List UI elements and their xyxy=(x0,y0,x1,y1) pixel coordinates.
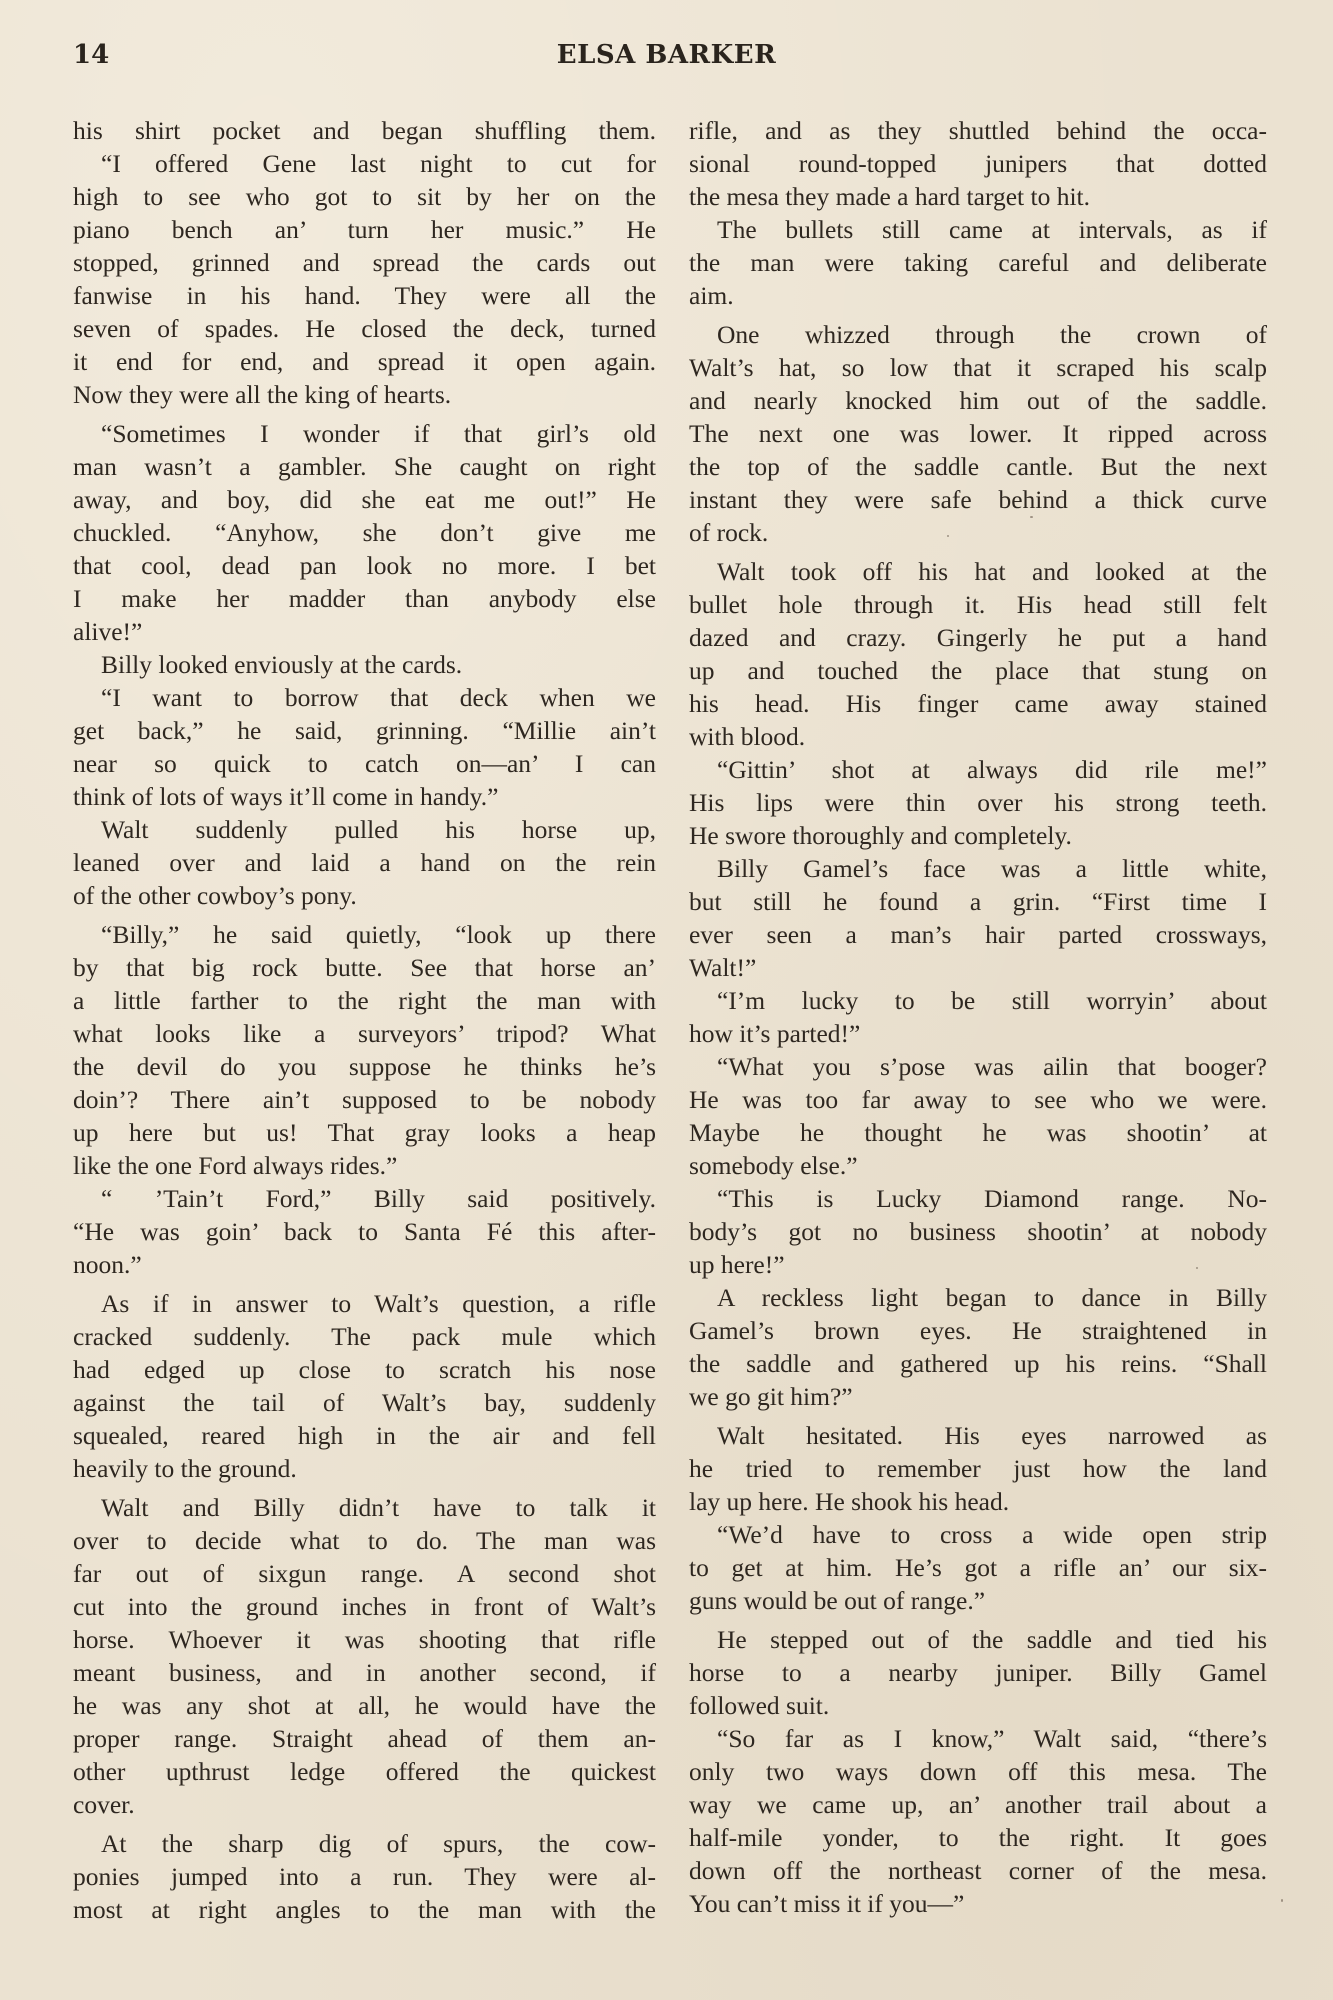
text-line: As if in answer to Walt’s question, a rifle xyxy=(101,1289,656,1318)
text-line: Now they were all the king of hearts. xyxy=(73,380,452,409)
text-line: sional round-topped junipers that dotted xyxy=(689,149,1267,178)
text-line: “ ’Tain’t Ford,” Billy said positively. xyxy=(101,1184,656,1213)
text-line: “Sometimes I wonder if that girl’s old xyxy=(101,419,656,448)
text-line: most at right angles to the man with the xyxy=(73,1895,656,1924)
text-line: doin’? There ain’t supposed to be nobody xyxy=(73,1085,656,1114)
text-line: noon.” xyxy=(73,1250,142,1279)
text-line: “He was goin’ back to Santa Fé this after- xyxy=(73,1217,656,1246)
paper-speck xyxy=(1281,1899,1283,1902)
text-line: At the sharp dig of spurs, the cow- xyxy=(101,1829,656,1858)
text-line: horse to a nearby juniper. Billy Gamel xyxy=(689,1658,1267,1687)
text-line: piano bench an’ turn her music.” He xyxy=(73,215,656,244)
text-line: down off the northeast corner of the mesa. xyxy=(689,1856,1267,1885)
text-line: and nearly knocked him out of the saddle. xyxy=(689,386,1267,415)
text-line: but still he found a grin. “First time I xyxy=(689,887,1267,916)
page-number: 14 xyxy=(73,40,110,70)
text-line: the saddle and gathered up his reins. “Shall xyxy=(689,1349,1267,1378)
text-line: He was too far away to see who we were. xyxy=(689,1085,1267,1114)
text-line: we go git him?” xyxy=(689,1382,853,1411)
paper-speck xyxy=(1196,1267,1198,1269)
text-line: Maybe he thought he was shootin’ at xyxy=(689,1118,1267,1147)
text-line: Walt suddenly pulled his horse up, xyxy=(101,815,656,844)
text-line: the top of the saddle cantle. But the next xyxy=(689,452,1267,481)
text-line: fanwise in his hand. They were all the xyxy=(73,281,656,310)
text-line: He swore thoroughly and completely. xyxy=(689,821,1072,850)
text-line: horse. Whoever it was shooting that rifle xyxy=(73,1625,656,1654)
running-head: ELSA BARKER xyxy=(556,40,777,70)
text-line: the man were taking careful and deliberate xyxy=(689,248,1267,277)
text-line: what looks like a surveyors’ tripod? What xyxy=(73,1019,656,1048)
text-line: followed suit. xyxy=(689,1691,830,1720)
text-line: “So far as I know,” Walt said, “there’s xyxy=(717,1724,1267,1753)
text-line: The bullets still came at intervals, as if xyxy=(717,215,1267,244)
text-line: cover. xyxy=(73,1790,135,1819)
paper-speck xyxy=(947,535,949,537)
text-line: chuckled. “Anyhow, she don’t give me xyxy=(73,518,656,547)
text-line: His lips were thin over his strong teeth. xyxy=(689,788,1267,817)
text-line: Gamel’s brown eyes. He straightened in xyxy=(689,1316,1267,1345)
text-line: way we came up, an’ another trail about a xyxy=(689,1790,1267,1819)
text-line: get back,” he said, grinning. “Millie ain’t xyxy=(73,716,656,745)
text-line: near so quick to catch on—an’ I can xyxy=(73,749,656,778)
text-line: “This is Lucky Diamond range. No- xyxy=(717,1184,1267,1213)
text-line: somebody else.” xyxy=(689,1151,858,1180)
text-line: up here!” xyxy=(689,1250,785,1279)
text-line: bullet hole through it. His head still felt xyxy=(689,590,1267,619)
text-line: up and touched the place that stung on xyxy=(689,656,1267,685)
text-line: of the other cowboy’s pony. xyxy=(73,881,357,910)
text-line: “What you s’pose was ailin that booger? xyxy=(717,1052,1267,1081)
text-line: a little farther to the right the man with xyxy=(73,986,656,1015)
text-line: only two ways down off this mesa. The xyxy=(689,1757,1267,1786)
text-line: You can’t miss it if you—” xyxy=(689,1889,965,1918)
text-line: Billy Gamel’s face was a little white, xyxy=(717,854,1267,883)
text-line: squealed, reared high in the air and fell xyxy=(73,1421,656,1450)
text-line: had edged up close to scratch his nose xyxy=(73,1355,656,1384)
text-line: aim. xyxy=(689,281,734,310)
paper-speck xyxy=(1030,516,1033,518)
text-line: guns would be out of range.” xyxy=(689,1586,986,1615)
text-line: lay up here. He shook his head. xyxy=(689,1487,1010,1516)
text-line: to get at him. He’s got a rifle an’ our six- xyxy=(689,1553,1267,1582)
text-line: ponies jumped into a run. They were al- xyxy=(73,1862,656,1891)
text-line: away, and boy, did she eat me out!” He xyxy=(73,485,656,514)
text-line: his head. His finger came away stained xyxy=(689,689,1267,718)
text-line: alive!” xyxy=(73,617,143,646)
text-line: leaned over and laid a hand on the rein xyxy=(73,848,656,877)
text-line: high to see who got to sit by her on the xyxy=(73,182,656,211)
text-line: he was any shot at all, he would have the xyxy=(73,1691,656,1720)
text-line: The next one was lower. It ripped across xyxy=(689,419,1267,448)
text-line: He stepped out of the saddle and tied his xyxy=(717,1625,1267,1654)
text-line: far out of sixgun range. A second shot xyxy=(73,1559,656,1588)
text-line: Walt’s hat, so low that it scraped his scalp xyxy=(689,353,1267,382)
text-line: “I’m lucky to be still worryin’ about xyxy=(717,986,1267,1015)
text-line: dazed and crazy. Gingerly he put a hand xyxy=(689,623,1267,652)
text-line: A reckless light began to dance in Billy xyxy=(717,1283,1267,1312)
text-line: “I want to borrow that deck when we xyxy=(101,683,656,712)
text-line: up here but us! That gray looks a heap xyxy=(73,1118,656,1147)
text-line: Walt hesitated. His eyes narrowed as xyxy=(717,1421,1267,1450)
text-line: I make her madder than anybody else xyxy=(73,584,656,613)
text-line: he tried to remember just how the land xyxy=(689,1454,1267,1483)
text-line: Walt and Billy didn’t have to talk it xyxy=(101,1493,656,1522)
text-line: “Billy,” he said quietly, “look up there xyxy=(101,920,656,949)
text-line: “Gittin’ shot at always did rile me!” xyxy=(717,755,1267,784)
text-line: the mesa they made a hard target to hit. xyxy=(689,182,1091,211)
text-line: seven of spades. He closed the deck, turned xyxy=(73,314,656,343)
text-line: stopped, grinned and spread the cards out xyxy=(73,248,656,277)
text-line: cracked suddenly. The pack mule which xyxy=(73,1322,656,1351)
text-line: Walt took off his hat and looked at the xyxy=(717,557,1267,586)
text-line: with blood. xyxy=(689,722,806,751)
text-line: of rock. xyxy=(689,518,769,547)
text-line: man wasn’t a gambler. She caught on right xyxy=(73,452,656,481)
text-line: Walt!” xyxy=(689,953,757,982)
text-line: like the one Ford always rides.” xyxy=(73,1151,398,1180)
text-line: against the tail of Walt’s bay, suddenly xyxy=(73,1388,656,1417)
text-line: “I offered Gene last night to cut for xyxy=(101,149,656,178)
text-line: it end for end, and spread it open again. xyxy=(73,347,656,376)
text-line: ever seen a man’s hair parted crossways, xyxy=(689,920,1267,949)
text-line: over to decide what to do. The man was xyxy=(73,1526,656,1555)
text-line: One whizzed through the crown of xyxy=(717,320,1267,349)
text-line: think of lots of ways it’ll come in handy.” xyxy=(73,782,499,811)
text-line: half-mile yonder, to the right. It goes xyxy=(689,1823,1267,1852)
text-line: his shirt pocket and began shuffling them. xyxy=(73,116,656,145)
text-line: proper range. Straight ahead of them an- xyxy=(73,1724,656,1753)
text-line: meant business, and in another second, if xyxy=(73,1658,656,1687)
text-line: the devil do you suppose he thinks he’s xyxy=(73,1052,656,1081)
text-line: other upthrust ledge offered the quickest xyxy=(73,1757,656,1786)
text-line: Billy looked enviously at the cards. xyxy=(101,650,463,679)
text-line: rifle, and as they shuttled behind the occa- xyxy=(689,116,1267,145)
text-line: heavily to the ground. xyxy=(73,1454,297,1483)
text-line: that cool, dead pan look no more. I bet xyxy=(73,551,656,580)
text-line: cut into the ground inches in front of Walt’s xyxy=(73,1592,656,1621)
text-line: “We’d have to cross a wide open strip xyxy=(717,1520,1267,1549)
text-line: instant they were safe behind a thick curve xyxy=(689,485,1267,514)
text-line: body’s got no business shootin’ at nobody xyxy=(689,1217,1267,1246)
text-line: by that big rock butte. See that horse an’ xyxy=(73,953,656,982)
text-line: how it’s parted!” xyxy=(689,1019,861,1048)
